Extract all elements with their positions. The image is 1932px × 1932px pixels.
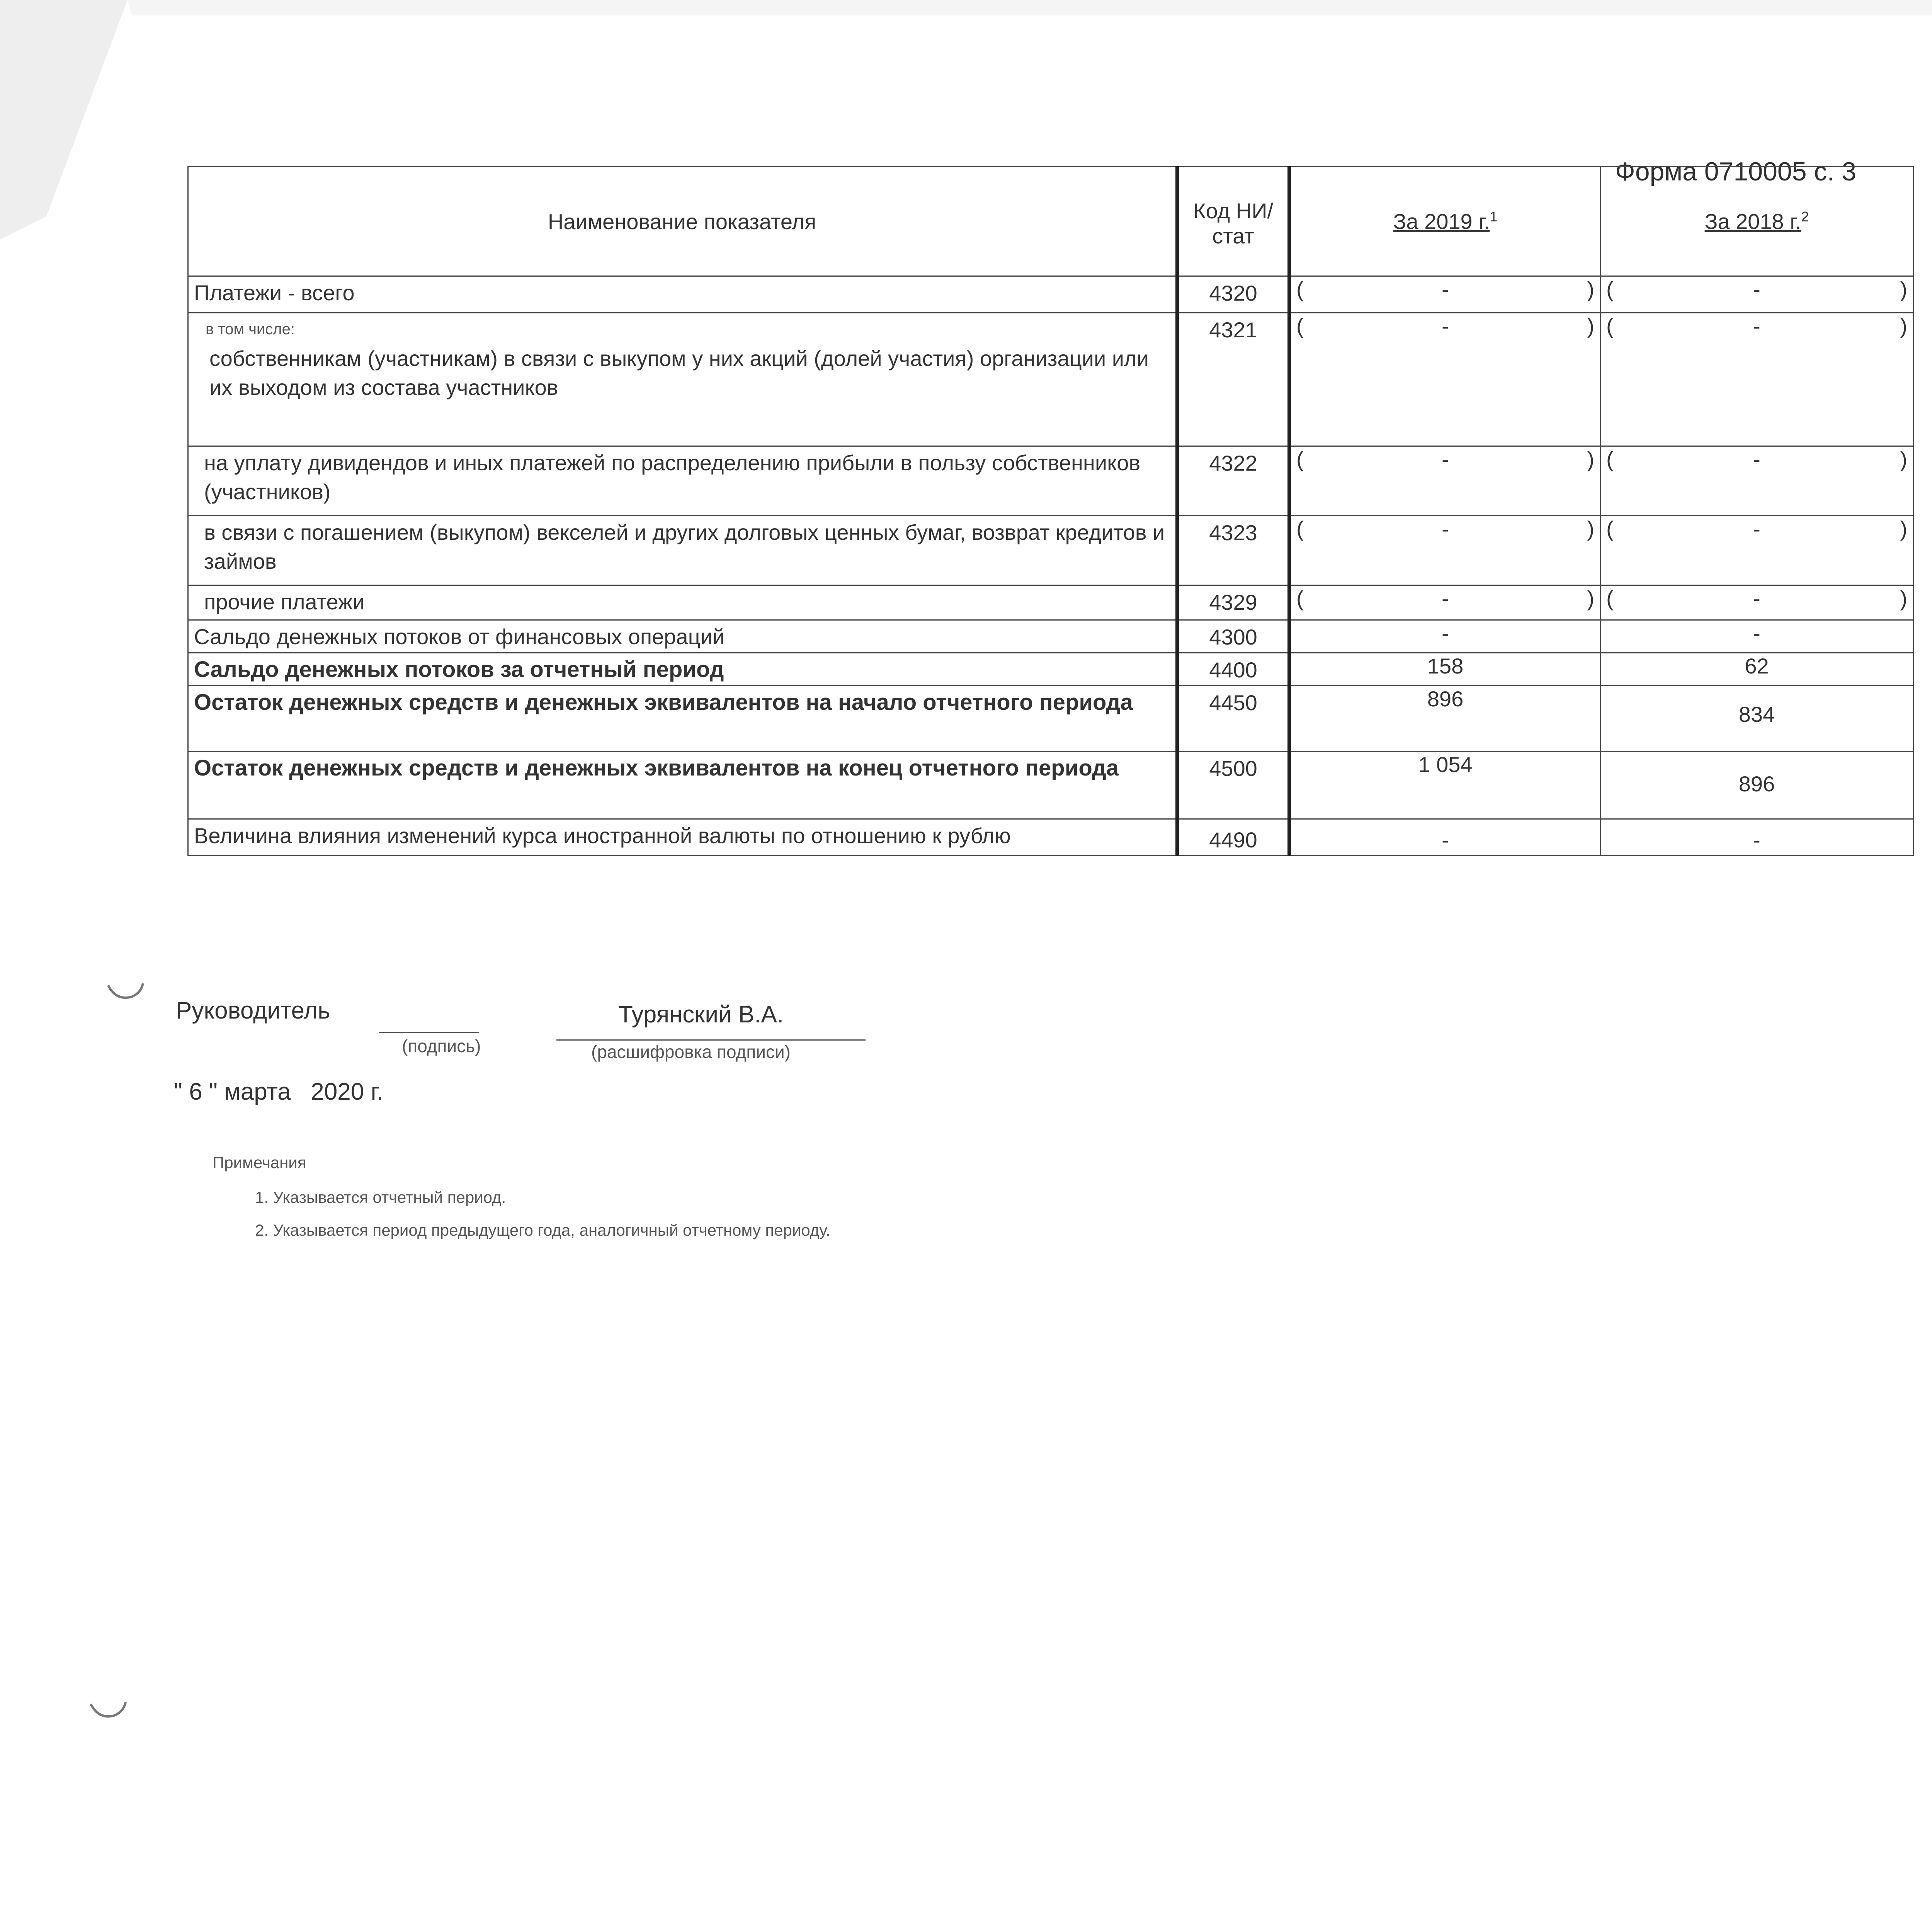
row-value-2019: ( - ) xyxy=(1289,585,1600,620)
report-table xyxy=(187,166,1914,856)
row-code: 4320 xyxy=(1177,276,1289,313)
value-text: - xyxy=(1753,586,1760,611)
row-value-2018: ( - ) xyxy=(1600,313,1913,446)
header-name: Наименование показателя xyxy=(188,167,1177,276)
row-value-2019: 896 xyxy=(1289,686,1600,752)
table-row xyxy=(188,819,1913,856)
row-code: 4400 xyxy=(1177,653,1289,686)
row-value-2019: 1 054 xyxy=(1289,752,1600,819)
table-row xyxy=(188,653,1913,686)
header-2019-label: За 2019 г. xyxy=(1393,209,1490,234)
value-text: - xyxy=(1442,447,1449,471)
table-row xyxy=(188,585,1913,620)
row-value-2018: - xyxy=(1600,620,1913,653)
row-value-2018: ( - ) xyxy=(1600,585,1913,620)
table-row xyxy=(188,686,1913,752)
table-row xyxy=(188,516,1913,585)
row-name: на уплату дивидендов и иных платежей по распределению прибыли в пользу собственников (участников) xyxy=(188,446,1177,516)
table-row xyxy=(188,620,1913,653)
row-name: Платежи - всего xyxy=(188,276,1177,313)
value-text: - xyxy=(1442,277,1449,301)
row-value-2018: 896 xyxy=(1600,752,1913,819)
row-value-2018: ( - ) xyxy=(1600,276,1913,313)
row-value-2018: - xyxy=(1600,819,1913,856)
form-number: Форма 0710005 с. 3 xyxy=(1615,157,1857,186)
row-value-2018: ( - ) xyxy=(1600,446,1913,516)
row-name: прочие платежи xyxy=(188,585,1177,620)
punch-hole-mark xyxy=(87,1696,129,1723)
value-text: - xyxy=(1442,314,1449,338)
signature-name-line xyxy=(556,1039,866,1041)
row-value-2019: ( - ) xyxy=(1289,446,1600,516)
signature-hint: (подпись) xyxy=(402,1036,481,1056)
header-2018 xyxy=(1600,167,1913,276)
row-code: 4323 xyxy=(1177,516,1289,585)
value-text: - xyxy=(1442,517,1449,541)
header-2018-sup: 2 xyxy=(1801,209,1809,225)
header-2019 xyxy=(1289,167,1600,276)
row-code: 4321 xyxy=(1177,313,1289,446)
header-code: Код НИ/ стат xyxy=(1177,167,1289,276)
row-name: в связи с погашением (выкупом) векселей и других долговых ценных бумаг, возврат кредитов и займов xyxy=(188,516,1177,585)
row-name: Сальдо денежных потоков за отчетный период xyxy=(188,653,1177,686)
row-value-2018: 834 xyxy=(1600,686,1913,752)
note-item: 1. Указывается отчетный период. xyxy=(255,1188,506,1206)
value-text: - xyxy=(1753,517,1760,541)
row-value-2019: ( - ) xyxy=(1289,276,1600,313)
table-row xyxy=(188,446,1913,516)
table-row xyxy=(188,313,1913,446)
row-code: 4322 xyxy=(1177,446,1289,516)
value-text: - xyxy=(1442,586,1449,611)
signature-role: Руководитель xyxy=(176,997,330,1024)
punch-hole-mark xyxy=(104,978,147,1005)
row-value-2019: - xyxy=(1289,819,1600,856)
table-row xyxy=(188,752,1913,819)
row-code: 4500 xyxy=(1177,752,1289,819)
row-name: Сальдо денежных потоков от финансовых операций xyxy=(188,620,1177,653)
row-name: Остаток денежных средств и денежных эквивалентов на конец отчетного периода xyxy=(188,752,1177,819)
row-value-2019: ( - ) xyxy=(1289,313,1600,446)
value-text: - xyxy=(1753,314,1760,338)
row-name-text: собственникам (участникам) в связи с выкупом у них акций (долей участия) организации или их выходом из состава участников xyxy=(209,346,1149,400)
table-header-row xyxy=(188,167,1913,276)
signature-date: " 6 " марта 2020 г. xyxy=(174,1078,383,1105)
row-code: 4450 xyxy=(1177,686,1289,752)
header-2018-label: За 2018 г. xyxy=(1704,209,1801,234)
row-subtitle: в том числе: xyxy=(206,321,295,338)
row-name: Величина влияния изменений курса иностранной валюты по отношению к рублю xyxy=(188,819,1177,856)
row-code: 4300 xyxy=(1177,620,1289,653)
header-2019-sup: 1 xyxy=(1490,209,1498,225)
row-name: Остаток денежных средств и денежных эквивалентов на начало отчетного периода xyxy=(188,686,1177,752)
notes-title: Примечания xyxy=(213,1153,306,1172)
row-value-2018: ( - ) xyxy=(1600,516,1913,585)
row-code: 4490 xyxy=(1177,819,1289,856)
value-text: - xyxy=(1753,447,1760,471)
row-name xyxy=(188,313,1177,446)
row-value-2019: 158 xyxy=(1289,653,1600,686)
row-value-2019: ( - ) xyxy=(1289,516,1600,585)
note-item: 2. Указывается период предыдущего года, аналогичный отчетному периоду. xyxy=(255,1221,830,1239)
signature-decode-hint: (расшифровка подписи) xyxy=(591,1042,791,1062)
value-text: - xyxy=(1753,277,1760,301)
signature-line xyxy=(379,1032,479,1033)
row-value-2019: - xyxy=(1289,620,1600,653)
signature-name: Турянский В.А. xyxy=(618,1001,784,1028)
row-value-2018: 62 xyxy=(1600,653,1913,686)
row-code: 4329 xyxy=(1177,585,1289,620)
table-row xyxy=(188,276,1913,313)
